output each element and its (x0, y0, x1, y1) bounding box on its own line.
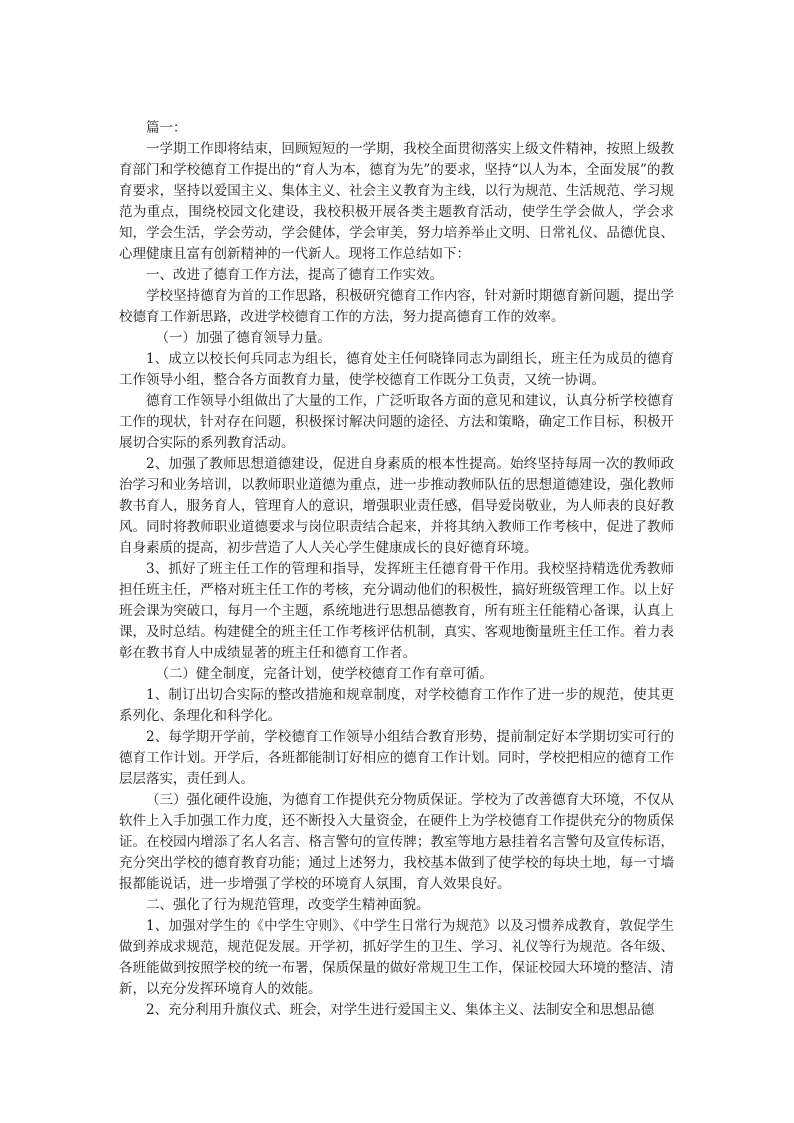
heading-2: 二、强化了行为规范管理，改变学生精神面貌。 (146, 897, 430, 913)
paragraph: 德育工作领导小组做出了大量的工作，广泛听取各方面的意见和建议，认真分析学校德育工作的现状，针对存在问题，积极探讨解决问题的途径、方法和策略，确定工作目标，积极开展切合实际的系列教育活动。 (119, 393, 674, 451)
heading-1: 一、改进了德育工作方法，提高了德育工作实效。 (146, 267, 443, 283)
paragraph: 学校坚持德育为首的工作思路，积极研究德育工作内容，针对新时期德育新问题，提出学校德育工作新思路，改进学校德育工作的方法，努力提高德育工作的效率。 (119, 288, 674, 325)
subheading-2: （二）健全制度，完备计划，使学校德育工作有章可循。 (155, 666, 493, 682)
intro-paragraph: 一学期工作即将结束，回顾短短的一学期，我校全面贯彻落实上级文件精神，按照上级教育部门和学校德育工作提出的“育人为本，德育为先”的要求，坚持“以人为本，全面发展”的教育要求，坚持以爱国主义、集体主义、社会主义教育为主线，以行为规范、生活规范、学习规范为重点，围绕校园文化建设，我校积极开展各类主题教育活动，使学生学会做人，学会求知，学会生活，学会劳动，学会健体，学会审美，努力培养举止文明、日常礼仪、品德优良、心理健康且富有创新精神的一代新人。现将工作总结如下： (119, 141, 674, 262)
paragraph: 1、成立以校长何兵同志为组长，德育处主任何晓锋同志为副组长，班主任为成员的德育工作领导小组，整合各方面教育力量，使学校德育工作既分工负责，又统一协调。 (119, 351, 674, 388)
paragraph: 2、每学期开学前，学校德育工作领导小组结合教育形势，提前制定好本学期切实可行的德育工作计划。开学后，各班都能制订好相应的德育工作计划。同时，学校把相应的德育工作层层落实，责任到人。 (119, 729, 674, 787)
paragraph: 1、制订出切合实际的整改措施和规章制度，对学校德育工作作了进一步的规范，使其更系列化、条理化和科学化。 (119, 687, 674, 724)
paragraph: 3、抓好了班主任工作的管理和指导，发挥班主任德育骨干作用。我校坚持精选优秀教师担任班主任，严格对班主任工作的考核，充分调动他们的积极性，搞好班级管理工作。以上好班会课为突破口，每月一个主题，系统地进行思想品德教育，所有班主任能精心备课，认真上课，及时总结。构建健全的班主任工作考核评估机制，真实、客观地衡量班主任工作。着力表彰在教书育人中成绩显著的班主任和德育工作者。 (119, 561, 674, 661)
subheading-1: （一）加强了德育领导力量。 (155, 330, 331, 346)
paragraph: 2、加强了教师思想道德建设，促进自身素质的根本性提高。始终坚持每周一次的教师政治学习和业务培训，以教师职业道德为重点，进一步推动教师队伍的思想道德建设，强化教师教书育人，服务育人，管理育人的意识，增强职业责任感，倡导爱岗敬业，为人师表的良好教风。同时将教师职业道德要求与岗位职责结合起来，并将其纳入教师工作考核中，促进了教师自身素质的提高，初步营造了人人关心学生健康成长的良好德育环境。 (119, 456, 674, 556)
paragraph: （三）强化硬件设施，为德育工作提供充分物质保证。学校为了改善德育大环境，不仅从软件上入手加强工作力度，还不断投入大量资金，在硬件上为学校德育工作提供充分的物质保证。在校园内增添了名人名言、格言警句的宣传牌；教室等地方悬挂着名言警句及宣传标语，充分突出学校的德育教育功能；通过上述努力，我校基本做到了使学校的每块土地，每一寸墙报都能说话，进一步增强了学校的环境育人氛围，育人效果良好。 (119, 792, 674, 892)
paragraph: 1、加强对学生的《中学生守则》、《中学生日常行为规范》以及习惯养成教育，敦促学生做到养成求规范，规范促发展。开学初，抓好学生的卫生、学习、礼仪等行为规范。各年级、各班能做到按照学校的统一布署，保质保量的做好常规卫生工作，保证校园大环境的整洁、清新，以充分发挥环境育人的效能。 (119, 918, 674, 997)
document-page (119, 118, 674, 1021)
section-label: 篇一： (146, 120, 187, 136)
paragraph: 2、充分利用升旗仪式、班会，对学生进行爱国主义、集体主义、法制安全和思想品德 (146, 1002, 655, 1018)
